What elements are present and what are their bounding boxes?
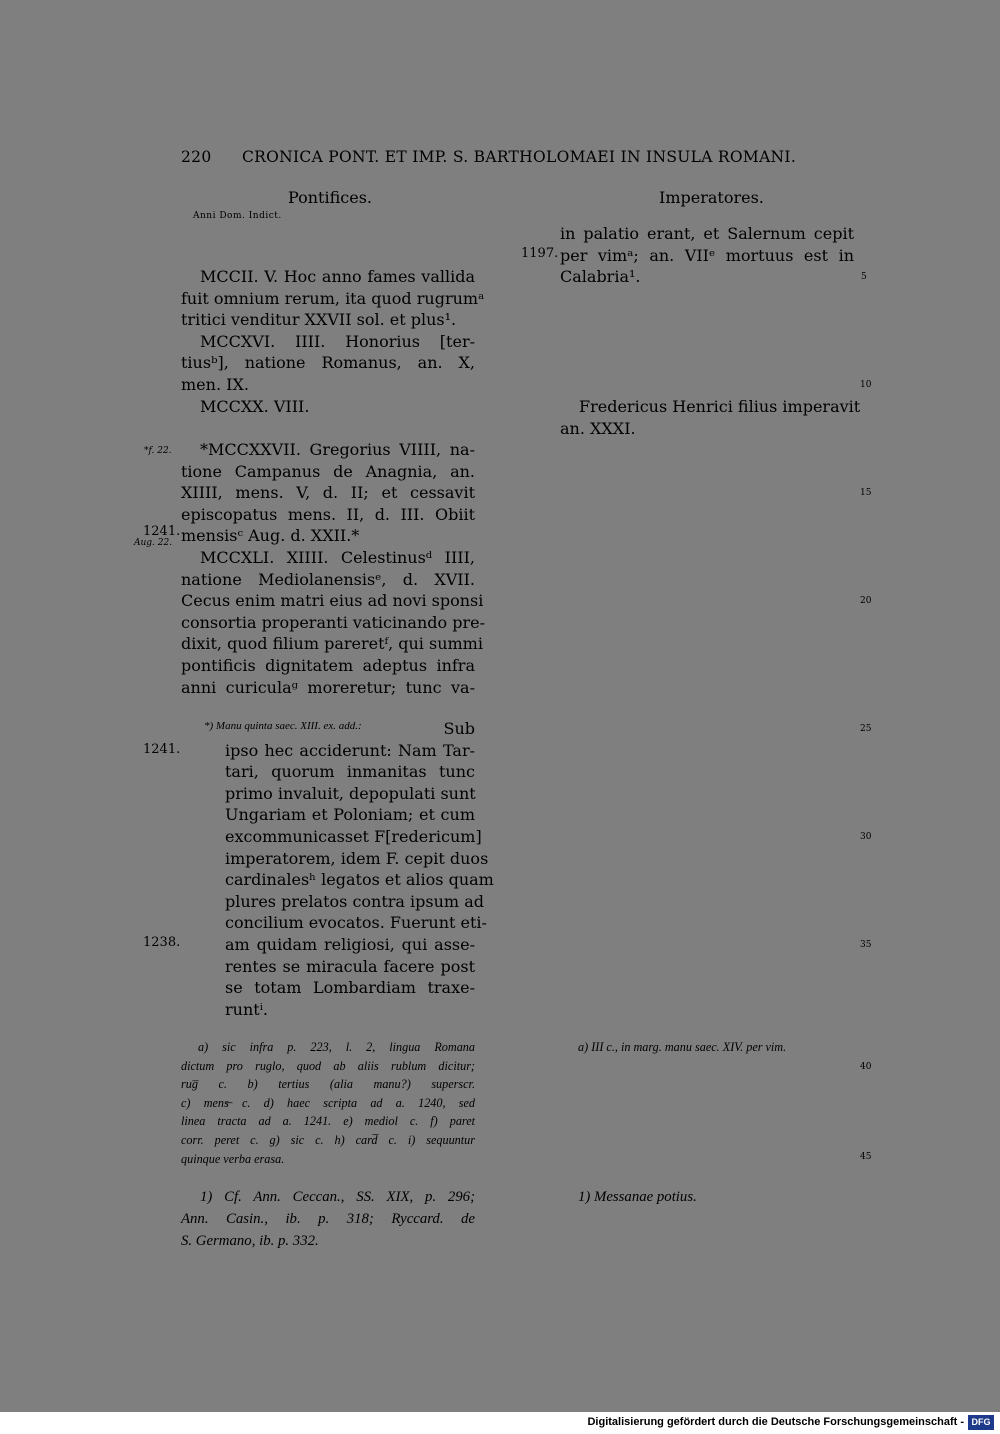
footnote-line: Ann. Casin., ib. p. 318; Ryccard. de	[181, 1211, 475, 1227]
left-column-subheading: Anni Dom. Indict.	[193, 211, 282, 221]
text-line: Calabria¹.	[560, 267, 641, 287]
text-line: runtⁱ.	[225, 999, 268, 1019]
page-number: 220	[181, 148, 212, 166]
text-line: episcopatus mens. II, d. III. Obiit	[181, 504, 475, 524]
text-line: XIIII, mens. V, d. II; et cessavit	[181, 483, 475, 503]
note-line: a) sic infra p. 223, l. 2, lingua Romana	[198, 1040, 475, 1054]
text-line: MCCXLI. XIIII. Celestinusᵈ IIII,	[200, 547, 475, 567]
line-number: 5	[861, 272, 867, 282]
text-line: concilium evocatos. Fuerunt eti-	[225, 913, 487, 933]
text-line: mensisᶜ Aug. d. XXII.*	[181, 526, 360, 546]
line-number: 35	[860, 940, 872, 950]
note-line: linea tracta ad a. 1241. e) mediol c. f) paret	[181, 1114, 475, 1129]
footnote-line: 1) Cf. Ann. Ceccan., SS. XIX, p. 296;	[200, 1189, 475, 1205]
dfg-logo: DFG	[968, 1415, 994, 1430]
text-line: tritici venditur XXVII sol. et plus¹.	[181, 310, 457, 330]
margin-year: 1197.	[521, 246, 559, 261]
footnotes-left	[181, 1186, 475, 1252]
margin-folio-ref: *f. 22.	[144, 446, 172, 456]
text-line: tari, quorum inmanitas tunc	[225, 762, 475, 782]
variant-notes-left	[181, 1038, 475, 1168]
text-line: natione Mediolanensisᵉ, d. XVII.	[181, 569, 475, 589]
text-line: se totam Lombardiam traxe-	[225, 978, 475, 998]
text-line: excommunicasset F[redericum]	[225, 826, 482, 846]
footer-bar	[0, 1412, 1000, 1434]
text-line: tiusᵇ], natione Romanus, an. X,	[181, 353, 475, 373]
note-line: quinque verba erasa.	[181, 1151, 285, 1166]
text-line: MCCXX. VIII.	[200, 396, 310, 416]
line-number: 45	[860, 1152, 872, 1162]
text-line: dixit, quod filium pareretᶠ, qui summi	[181, 634, 483, 654]
footnote-line: 1) Messanae potius.	[578, 1189, 697, 1205]
note-line: rug̅ c. b) tertius (alia manu?) superscr.	[181, 1077, 475, 1092]
text-line: fuit omnium rerum, ita quod rugrumᵃ	[181, 288, 485, 308]
text-line: consortia properanti vaticinando pre-	[181, 612, 485, 632]
right-column-heading: Imperatores.	[659, 188, 764, 207]
text-line: cardinalesʰ legatos et alios quam	[225, 870, 494, 890]
margin-date: Aug. 22.	[134, 538, 173, 548]
footnotes-right	[578, 1186, 854, 1208]
text-line: an. XXXI.	[560, 418, 636, 438]
text-line: Sub	[443, 719, 475, 738]
margin-year: 1241.	[143, 742, 181, 757]
left-column-heading: Pontifices.	[288, 188, 372, 207]
funding-notice: Digitalisierung gefördert durch die Deutsche Forschungsgemeinschaft -	[587, 1416, 964, 1428]
star-note-block	[225, 718, 494, 1020]
running-title: CRONICA PONT. ET IMP. S. BARTHOLOMAEI IN INSULA ROMANI.	[242, 148, 797, 166]
variant-notes-right	[578, 1038, 854, 1057]
right-text-block-1	[560, 223, 854, 288]
text-line: Fredericus Henrici filius imperavit	[579, 397, 861, 416]
text-line: pontificis dignitatem adeptus infra	[181, 655, 475, 675]
star-note-intro: *) Manu quinta saec. XIII. ex. add.:	[204, 720, 362, 732]
note-line: dictum pro ruglo, quod ab aliis rublum dicitur;	[181, 1058, 475, 1073]
line-number: 40	[860, 1062, 872, 1072]
text-line: ipso hec acciderunt: Nam Tar-	[225, 740, 475, 760]
note-line: c) mens̶ c. d) haec scripta ad a. 1240, sed	[181, 1095, 475, 1110]
left-text-block-2	[181, 439, 485, 698]
line-number: 20	[860, 596, 872, 606]
text-line: Cecus enim matri eius ad novi sponsi	[181, 591, 484, 611]
text-line: anni curiculaᵍ moreretur; tunc va-	[181, 677, 475, 697]
note-line: corr. peret c. g) sic c. h) card̅ c. i) sequuntur	[181, 1132, 475, 1147]
line-number: 25	[860, 724, 872, 734]
text-line: MCCXVI. IIII. Honorius [ter-	[200, 331, 475, 351]
text-line: plures prelatos contra ipsum ad	[225, 891, 484, 911]
text-line: am quidam religiosi, qui asse-	[225, 934, 475, 954]
line-number: 10	[860, 380, 872, 390]
right-text-block-2	[560, 396, 861, 439]
text-line: rentes se miracula facere post	[225, 956, 475, 976]
footnote-line: S. Germano, ib. p. 332.	[181, 1233, 319, 1249]
left-text-block-1	[181, 266, 485, 417]
text-line: MCCII. V. Hoc anno fames vallida	[200, 267, 475, 286]
text-line: primo invaluit, depopulati sunt	[225, 783, 476, 803]
margin-year: 1241.	[143, 524, 181, 539]
text-line: men. IX.	[181, 374, 249, 394]
line-number: 15	[860, 488, 872, 498]
text-line: in palatio erant, et Salernum cepit	[560, 224, 854, 243]
text-line: *MCCXXVII. Gregorius VIIII, na-	[200, 440, 475, 459]
text-line: per vimᵃ; an. VIIᵉ mortuus est in	[560, 245, 854, 265]
line-number: 30	[860, 832, 872, 842]
text-line: Ungariam et Poloniam; et cum	[225, 805, 475, 825]
text-line: imperatorem, idem F. cepit duos	[225, 848, 489, 868]
note-line: a) III c., in marg. manu saec. XIV. per vim.	[578, 1040, 787, 1054]
margin-year: 1238.	[143, 935, 181, 950]
text-line: tione Campanus de Anagnia, an.	[181, 461, 475, 481]
